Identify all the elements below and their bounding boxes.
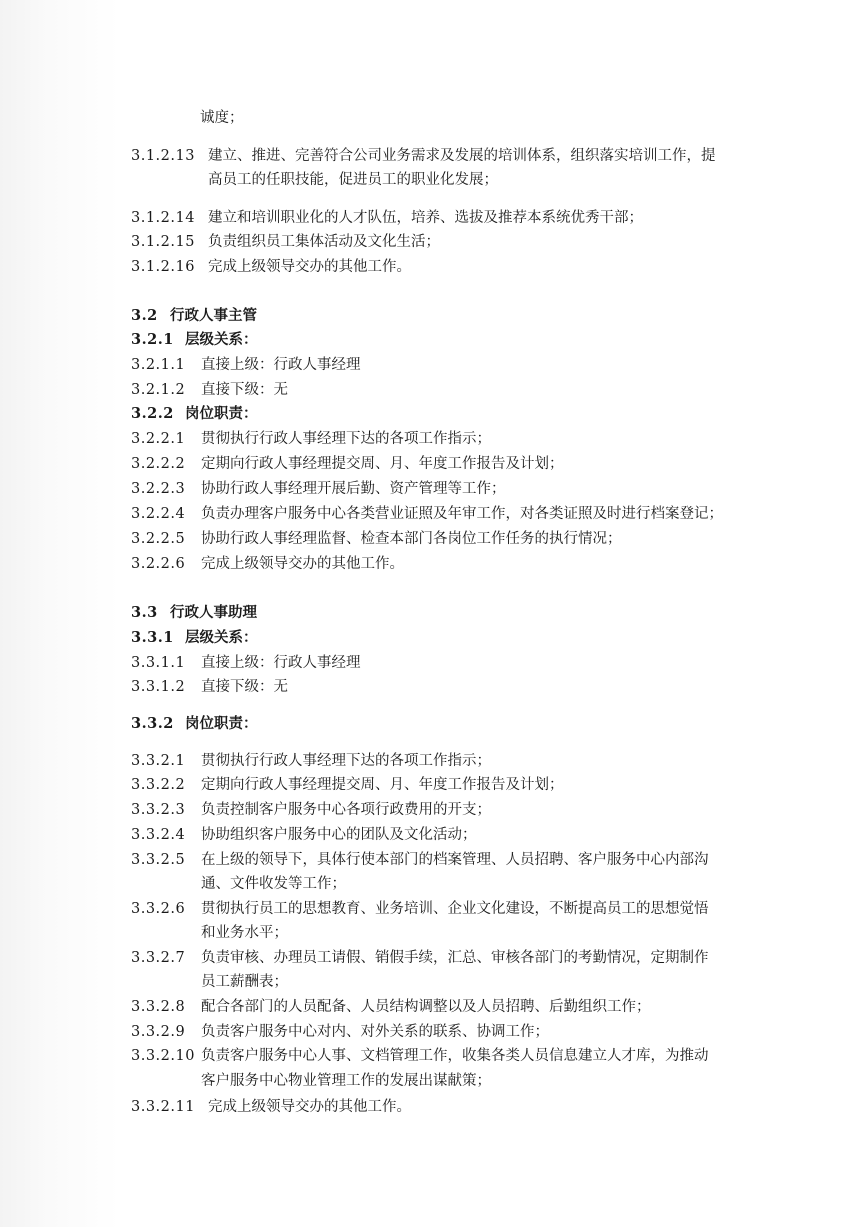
item-number: 3.2.2.3: [131, 481, 186, 497]
item-text: 负责办理客户服务中心各类营业证照及年审工作，对各类证照及时进行档案登记；: [201, 506, 723, 522]
item-number: 3.3.2.5: [131, 852, 186, 868]
subsection-title: 层级关系：: [185, 331, 258, 348]
item-text-continued: 客户服务中心物业管理工作的发展出谋献策；: [201, 1073, 491, 1089]
item-text: 定期向行政人事经理提交周、月、年度工作报告及计划；: [201, 456, 564, 472]
item-number: 3.3.1.2: [131, 679, 186, 695]
subsection-title: 层级关系：: [185, 629, 258, 646]
item-text: 建立、推进、完善符合公司业务需求及发展的培训体系，组织落实培训工作，提: [208, 148, 716, 164]
subsection-title: 岗位职责：: [185, 715, 258, 732]
item-text: 直接下级：无: [201, 382, 288, 398]
subsection-number: 3.3.2: [131, 715, 174, 732]
item-text: 直接下级：无: [201, 679, 288, 695]
item-text: 负责客户服务中心对内、对外关系的联系、协调工作；: [201, 1024, 549, 1040]
item-text-continued: 员工薪酬表；: [201, 974, 288, 990]
item-number: 3.2.1.2: [131, 382, 186, 398]
continuation-text: 诚度；: [200, 110, 244, 126]
item-number: 3.2.2.2: [131, 456, 186, 472]
item-number: 3.2.2.6: [131, 556, 186, 572]
item-text: 定期向行政人事经理提交周、月、年度工作报告及计划；: [201, 777, 564, 793]
item-number: 3.1.2.16: [131, 259, 195, 275]
item-number: 3.3.2.11: [131, 1099, 195, 1115]
section-title: 行政人事主管: [170, 307, 257, 324]
section-number: 3.2: [131, 307, 158, 324]
item-text: 协助组织客户服务中心的团队及文化活动；: [201, 827, 477, 843]
item-text: 负责组织员工集体活动及文化生活；: [208, 234, 440, 250]
item-number: 3.3.1.1: [131, 655, 186, 671]
item-text: 负责审核、办理员工请假、销假手续，汇总、审核各部门的考勤情况，定期制作: [201, 950, 709, 966]
item-text: 建立和培训职业化的人才队伍，培养、选拔及推荐本系统优秀干部；: [208, 210, 643, 226]
item-number: 3.2.2.5: [131, 531, 186, 547]
item-text-continued: 高员工的任职技能，促进员工的职业化发展；: [208, 172, 498, 188]
subsection-number: 3.3.1: [131, 629, 174, 646]
item-number: 3.2.2.1: [131, 431, 186, 447]
item-text: 贯彻执行员工的思想教育、业务培训、企业文化建设，不断提高员工的思想觉悟: [201, 901, 709, 917]
item-text: 负责客户服务中心人事、文档管理工作，收集各类人员信息建立人才库，为推动: [201, 1048, 709, 1064]
item-number: 3.3.2.2: [131, 777, 186, 793]
item-number: 3.3.2.9: [131, 1024, 186, 1040]
item-text: 贯彻执行行政人事经理下达的各项工作指示；: [201, 431, 491, 447]
item-text: 配合各部门的人员配备、人员结构调整以及人员招聘、后勤组织工作；: [201, 999, 651, 1015]
item-text: 负责控制客户服务中心各项行政费用的开支；: [201, 802, 491, 818]
item-text: 协助行政人事经理监督、检查本部门各岗位工作任务的执行情况；: [201, 531, 622, 547]
item-text: 完成上级领导交办的其他工作。: [208, 1099, 411, 1115]
item-number: 3.3.2.8: [131, 999, 186, 1015]
item-number: 3.3.2.10: [131, 1048, 195, 1064]
item-text: 完成上级领导交办的其他工作。: [201, 556, 404, 572]
section-title: 行政人事助理: [170, 604, 257, 621]
item-number: 3.2.1.1: [131, 357, 186, 373]
item-text: 直接上级：行政人事经理: [201, 357, 361, 373]
item-text-continued: 和业务水平；: [201, 925, 288, 941]
item-text: 在上级的领导下，具体行使本部门的档案管理、人员招聘、客户服务中心内部沟: [201, 852, 709, 868]
item-number: 3.1.2.14: [131, 210, 195, 226]
item-number: 3.3.2.3: [131, 802, 186, 818]
item-number: 3.3.2.7: [131, 950, 186, 966]
item-text: 直接上级：行政人事经理: [201, 655, 361, 671]
item-number: 3.1.2.15: [131, 234, 195, 250]
section-number: 3.3: [131, 604, 158, 621]
item-text: 贯彻执行行政人事经理下达的各项工作指示；: [201, 753, 491, 769]
item-number: 3.3.2.6: [131, 901, 186, 917]
item-number: 3.3.2.1: [131, 753, 186, 769]
subsection-number: 3.2.1: [131, 331, 174, 348]
subsection-title: 岗位职责：: [185, 405, 258, 422]
item-number: 3.1.2.13: [131, 148, 195, 164]
subsection-number: 3.2.2: [131, 405, 174, 422]
item-text: 完成上级领导交办的其他工作。: [208, 259, 411, 275]
item-number: 3.2.2.4: [131, 506, 186, 522]
item-number: 3.3.2.4: [131, 827, 186, 843]
item-text-continued: 通、文件收发等工作；: [201, 876, 346, 892]
item-text: 协助行政人事经理开展后勤、资产管理等工作；: [201, 481, 506, 497]
